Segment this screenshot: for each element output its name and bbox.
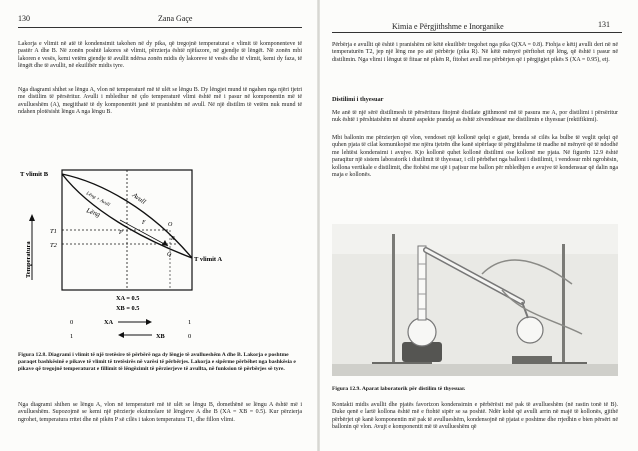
right-figure-caption: Figura 12.9. Aparat laboratorik për distilim të thyesuar. [332, 386, 466, 392]
right-header-rule [332, 32, 622, 33]
right-page [320, 0, 638, 451]
temperature-axis-arrow-head [29, 214, 35, 221]
liquid-region-label: Lëng [85, 206, 102, 219]
xa-axis-label: XA [104, 319, 114, 326]
distillation-apparatus-drawing [332, 224, 618, 376]
distillation-apparatus-photo [332, 224, 618, 376]
t1-label: T1 [50, 228, 57, 235]
tick-xb-one: 1 [70, 333, 74, 340]
left-paragraph-3: Nga diagrami shihen se lëngu A, vlon në temperaturë më të ulët se lëngu B, domethënë se lëngu A është më i avullueshëm. Supozojmë se kemi një përzierje ekuimolare të lëngjeve A dhe B (XA = XB = 0.5). Kur përzierja ngrohet, temperatura rritet dhe në pikën P së cilës i takon temperatura T1, dhe fillon vlimi. [18, 402, 302, 423]
xb-axis-label: XB [156, 333, 165, 340]
point-o-label: O [168, 222, 173, 228]
t-vlimit-a-label: T vlimit A [194, 256, 223, 263]
tick-xa-zero: 0 [70, 319, 74, 326]
xa-value-label: XA = 0.5 [116, 295, 140, 302]
t-vlimit-b-label: T vlimit B [20, 171, 49, 178]
left-page [0, 0, 318, 451]
point-r-label: R [171, 236, 175, 242]
xa-arrow-head [146, 319, 152, 325]
right-paragraph-3: Mbi ballonin me përzierjen që vlon, vendoset një kollonë qelqi e gjatë, brenda së cilës ka bulbe të veglit qelqi që quhen pjata të cilat komunikojnë me njëra tjetrën dhe kanë sipërfaqe të përgjithshme të madhe në mënyrë që të ndodhë me lehtësi kondensimi i avujve. Kjo kollonë quhet kollonë distilimi ose kollonë me pjata. Në figurën 12.9 është paraqitur një sistem laboratorik i distilimit të thyesuar, i cili përbëhet nga balloni i distilimit, i vendosur mbi ngrohësin, kollona vertikale e distilimit, dhe ftohësi me ujë i pajisur me ballon për mbledhjen e avujve të kondensuar që dalin nga maja e kollonës. [332, 135, 618, 179]
temperature-axis-label: Temperatura [25, 241, 32, 278]
liquid-vapour-region-label: Lëng + Avull [85, 191, 111, 209]
point-p-label: P [119, 230, 123, 236]
left-figure-caption: Figura 12.8. Diagrami i vlimit të një tretësire të përbërë nga dy lëngje të avullueshëm A dhe B. Lakorja e poshtme paraqet bashkësinë e pikave të vlimit të tretësirës në varësi të përbërjes. Lakorja e sipërme përbëhet nga bashkësia e pikave që tregojnë temperaturat e fillimit të lëngëzimit të përzierjeve të avullta, në funksion të përbërjes së tyre. [18, 352, 296, 372]
boiling-diagram-svg [20, 160, 245, 348]
left-paragraph-1: Lakorja e vlimit në atë të kondensimit takohen në dy pika, që tregojnë temperaturat e vlimit të komponenteve të pastër A dhe B. Në zonën poshtë lakores së vlimit, përzierja është njëfazore, në gjendje të lëngët. Në zonën mbi lakoren e vesës, kemi vetëm gjendje të avullit ndërsa zonën midis dy lakoreve të vesës dhe të vlimit, kemi dy faza, të lëngët dhe të avullit, në ekuilibër midis tyre. [18, 41, 302, 70]
left-page-number: 130 [18, 14, 30, 23]
vapour-region-label: Avull [130, 191, 148, 206]
point-q-label: Q [167, 252, 172, 258]
left-running-head: Zana Gaçe [158, 14, 193, 23]
right-paragraph-2: Me anë të një sërë distilimesh të përsëritura fitojmë distilate gjithmonë më të pasura me A, por distilimi i përsëritur nuk është i përshtatshëm në shumë aspekte prandaj as është zëvendësuar me distilimin e thyesuar (rektifikimi). [332, 110, 618, 124]
right-page-number: 131 [598, 20, 610, 29]
left-paragraph-2: Nga diagrami shihet se lëngu A, vlon në temperaturë më të ulët se lëngu B. Dy lëngjet mund të ngahen nga njëri tjetri me distilim të përsëritur. Avulli i mbledhur në çdo temperaturë vlimi është më i pasur në komponentin më të avullueshëm (A), megjithatë të dy komponentët janë të pranishëm në avull. Në një distilim të vetëm nuk mund të ndahen plotësisht lëngu A nga lëngu B. [18, 87, 302, 116]
point-f-label: F [142, 220, 146, 226]
right-running-head: Kimia e Përgjithshme e Inorganike [392, 22, 504, 31]
xb-arrow-head [118, 332, 124, 338]
tick-xb-zero: 0 [188, 333, 192, 340]
left-header-rule [18, 27, 302, 28]
right-paragraph-1: Përbërja e avullit që është i pranishëm në këtë ekuilibër tregohet nga pika Q(XA = 0.8). Ftohja e këtij avulli deri në në temperaturën T2, jep një lëng me po atë përbërje (pika R). Në këtë mënyrë përftohet një lëng, që është i pasur në distilimin. Nga vlimi i lëngut të fituar në pikën R, fitohet avull me përbërjen që i përgjigjet pikës S (XA = 0.95), etj. [332, 42, 618, 63]
section-heading: Distilimi i thyesuar [332, 96, 384, 103]
boiling-diagram [20, 160, 245, 348]
right-paragraph-4: Kontakti midis avullit dhe pjatës favorizon kondensimin e përbërësit më pak të avullueshëm (në rastin tonë të B). Duke qenë e lartë kollona është më e ftohtë sipër se sa poshtë. Ndër kohë që avulli arrin në majë të kollonës, gjithë përbërjet që kanë komponentin më pak të avullueshëm, kondensojnë në pjatat e poshtme dhe rrjedhin e bien përsëri në ballonin që vlon. Avujt e komponentit më të avullueshëm që [332, 402, 618, 431]
t2-label: T2 [50, 242, 57, 249]
xb-value-label: XB = 0.5 [116, 305, 140, 312]
tick-xa-one: 1 [188, 319, 192, 326]
